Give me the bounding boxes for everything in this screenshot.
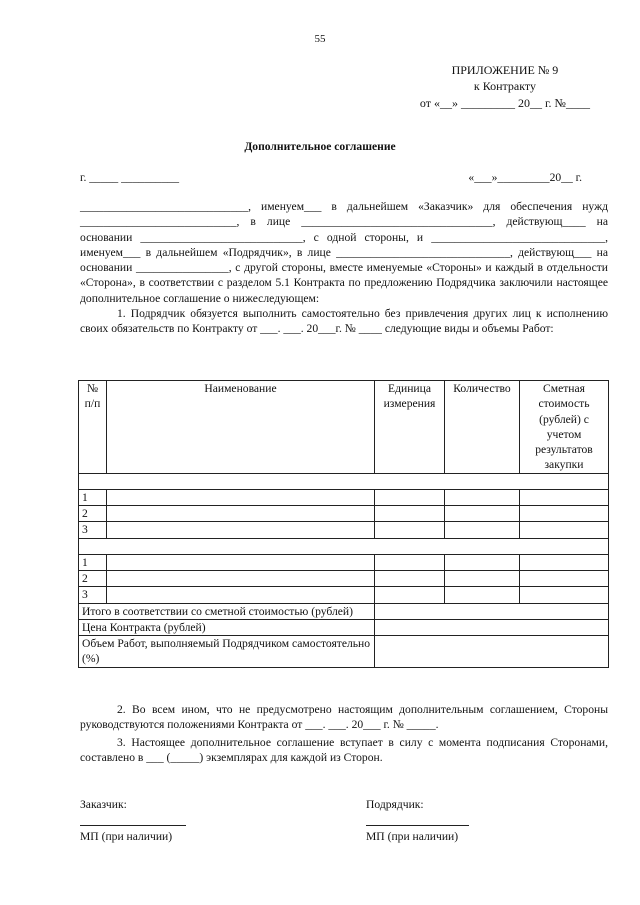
header-unit: Единица измерения [375,381,445,474]
self-performed-label: Объем Работ, выполняемый Подрядчиком самостоятельно (%) [79,636,375,668]
table-row [79,570,609,586]
section-row [79,473,609,489]
table-row [79,506,609,522]
city-field: г. _____ __________ [80,171,180,184]
customer-signature-label: Заказчик: [80,798,127,811]
works-table [78,380,609,668]
customer-signature-line [80,825,186,826]
date-field: «___»_________20__ г. [468,171,582,184]
contractor-signature-label: Подрядчик: [366,798,424,811]
row-number: 1 [79,489,107,505]
table-row [79,489,609,505]
total-estimate-label: Итого в соответствии со сметной стоимостью (рублей) [79,603,375,619]
table-row [79,587,609,603]
section-row [79,538,609,554]
row-number: 3 [79,522,107,538]
contract-price-label: Цена Контракта (рублей) [79,619,375,635]
contractor-stamp-label: МП (при наличии) [366,830,459,843]
page-number: 55 [314,33,326,45]
header-quantity: Количество [445,381,520,474]
table-header-row [79,381,609,474]
contract-price-row [79,619,609,635]
clause-1: 1. Подрядчик обязуется выполнить самостоятельно без привлечения других лиц к исполнению своих обязательств по Контракту от ___. ___. 20___г. № ____ следующие виды и объемы Работ: [80,307,608,336]
row-number: 1 [79,554,107,570]
appendix-date-number: от «__» _________ 20__ г. №____ [419,95,590,110]
customer-stamp-label: МП (при наличии) [80,830,173,843]
header-cost: Сметная стоимость (рублей) с учетом результатов закупки [520,381,609,474]
appendix-contract: к Контракту [473,79,537,94]
row-number: 2 [79,570,107,586]
table-row [79,554,609,570]
document-title: Дополнительное соглашение [244,140,396,153]
clause-3: 3. Настоящее дополнительное соглашение вступает в силу с момента подписания Сторонами, составлено в ___ (_____) экземплярах для каждой из Сторон. [80,735,608,764]
clause-2: 2. Во всем ином, что не предусмотрено настоящим дополнительным соглашением, Стороны руководствуются положениями Контракта от ___. ___. 20___ г. № _____. [80,703,608,732]
header-number: № п/п [79,381,107,474]
self-performed-row [79,636,609,668]
header-name: Наименование [107,381,375,474]
closing-clauses [80,702,608,767]
row-number: 3 [79,587,107,603]
preamble [80,199,608,337]
appendix-title: ПРИЛОЖЕНИЕ № 9 [451,63,559,77]
appendix-header [420,62,590,111]
contractor-signature-line [366,825,469,826]
preamble-paragraph: _____________________________, именуем___ в дальнейшем «Заказчик» для обеспечения нужд ___________________________, в лице _________________________________, действующ____ на основании ____________________________, с одной стороны, и ______________________________, именуем___ в дальнейшем «Подрядчик», в лице ______________________________, действующ___ на основании ________________, с другой стороны, вместе именуемые «Стороны» и каждый в отдельности «Сторона», в соответствии с разделом 5.1 Контракта по предложению Подрядчика заключили настоящее дополнительное соглашение о нижеследующем: [80,200,608,305]
total-row [79,603,609,619]
row-number: 2 [79,506,107,522]
table-row [79,522,609,538]
